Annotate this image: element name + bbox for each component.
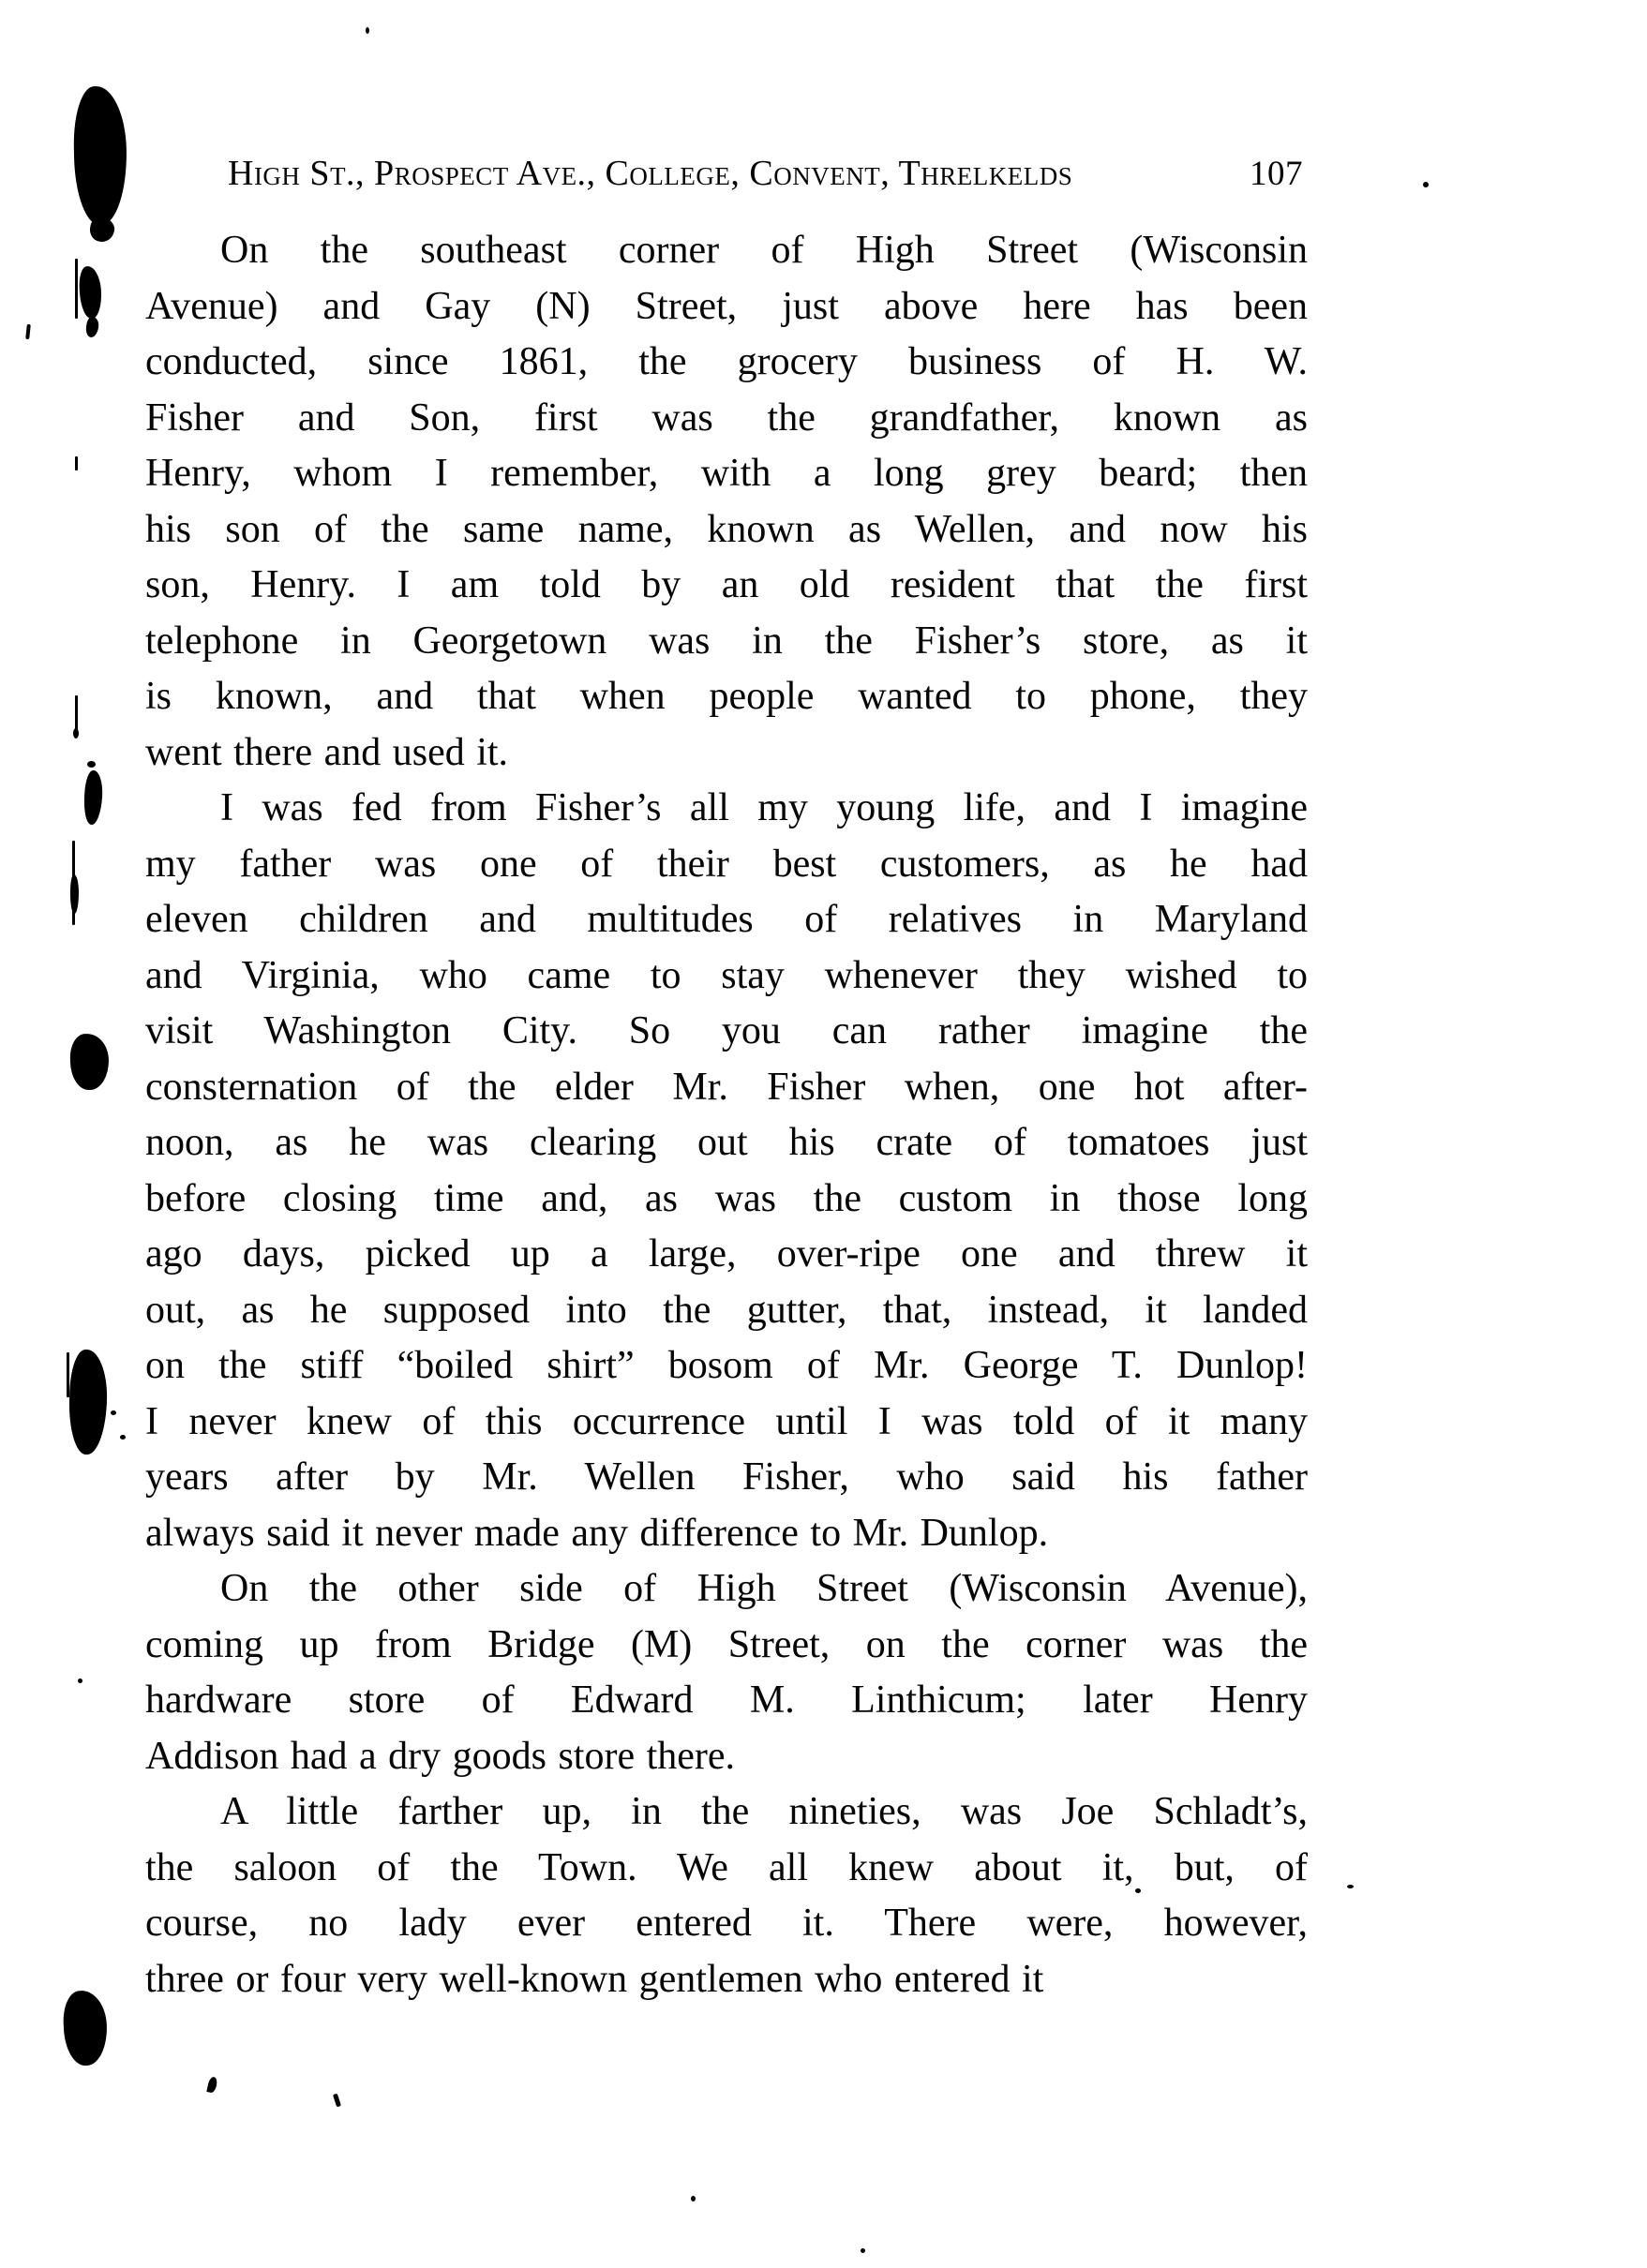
ink-comma-mark <box>206 2076 217 2093</box>
text-line: consternation of the elder Mr. Fisher when, one hot after- <box>145 1065 1308 1109</box>
ink-line-mark <box>75 259 78 319</box>
text-line: hardware store of Edward M. Linthicum; later Henry <box>145 1679 1308 1722</box>
ink-dot-mark <box>78 1679 82 1683</box>
running-header <box>228 153 1303 194</box>
text-line: noon, as he was clearing out his crate of tomatoes just <box>145 1121 1308 1164</box>
running-header-title: High St., Prospect Ave., College, Convent, Threlkelds <box>228 154 1073 193</box>
body-text <box>145 223 1308 2007</box>
ink-dot-mark <box>1135 1888 1141 1893</box>
ink-smudge <box>85 316 100 338</box>
text-line: on the stiff “boiled shirt” bosom of Mr. George T. Dunlop! <box>145 1344 1308 1387</box>
text-line: coming up from Bridge (M) Street, on the corner was the <box>145 1622 1308 1666</box>
text-line: visit Washington City. So you can rather imagine the <box>145 1009 1308 1052</box>
page-number: 107 <box>1250 155 1303 193</box>
text-line: Henry, whom I remember, with a long grey beard; then <box>145 452 1308 495</box>
ink-line-mark <box>75 695 78 731</box>
text-line: Fisher and Son, first was the grandfather, known as <box>145 395 1308 440</box>
text-line: out, as he supposed into the gutter, that, instead, it landed <box>145 1288 1308 1332</box>
text-line: went there and used it. <box>145 730 509 774</box>
text-line: years after by Mr. Wellen Fisher, who said his father <box>145 1455 1308 1499</box>
ink-smudge <box>78 265 103 319</box>
text-line: On the southeast corner of High Street (Wisconsin <box>220 229 1308 272</box>
text-line: three or four very well-known gentlemen who entered it <box>145 1957 1044 2001</box>
text-line: is known, and that when people wanted to phone, they <box>145 675 1308 718</box>
text-line: I never knew of this occurrence until I was told of it many <box>145 1399 1308 1443</box>
text-line: I was fed from Fisher’s all my young life, and I imagine <box>220 786 1308 829</box>
text-line: and Virginia, who came to stay whenever they wished to <box>145 953 1308 997</box>
text-line: telephone in Georgetown was in the Fisher’s store, as it <box>145 619 1308 663</box>
ink-smudge <box>73 86 128 226</box>
ink-line-mark <box>75 456 78 470</box>
ink-dot-mark <box>861 2248 865 2253</box>
ink-line-mark <box>67 1352 69 1397</box>
ink-smudge <box>82 770 103 826</box>
text-line: ago days, picked up a large, over-ripe one and threw it <box>145 1232 1308 1276</box>
text-line: before closing time and, as was the custom in those long <box>145 1176 1308 1220</box>
ink-dot-mark <box>1347 1885 1354 1888</box>
ink-dot-mark <box>691 2196 696 2201</box>
text-line: course, no lady ever entered it. There were, however, <box>145 1902 1308 1945</box>
text-line: Addison had a dry goods store there. <box>145 1734 736 1778</box>
ink-smudge <box>88 216 116 244</box>
text-line: On the other side of High Street (Wisconsin Avenue), <box>220 1567 1308 1610</box>
text-line: son, Henry. I am told by an old resident that the first <box>145 563 1308 606</box>
ink-smudge <box>69 1033 110 1090</box>
ink-dot-mark <box>87 761 96 768</box>
text-line: A little farther up, in the nineties, was Joe Schladt’s, <box>220 1790 1308 1833</box>
ink-dot-mark <box>73 728 79 739</box>
text-line: his son of the same name, known as Wellen, and now his <box>145 507 1308 551</box>
ink-dot-mark <box>111 1410 116 1415</box>
text-line: Avenue) and Gay (N) Street, just above here has been <box>145 284 1308 328</box>
ink-dot-mark <box>120 1435 126 1440</box>
text-line: my father was one of their best customers, as he had <box>145 842 1308 886</box>
ink-dot-mark <box>1423 182 1429 187</box>
text-line: always said it never made any difference to Mr. Dunlop. <box>145 1511 1049 1555</box>
text-line: eleven children and multitudes of relatives in Maryland <box>145 898 1308 941</box>
ink-smudge <box>62 1990 109 2067</box>
text-line: conducted, since 1861, the grocery business of H. W. <box>145 340 1308 383</box>
ink-dot-mark <box>366 27 369 34</box>
ink-smudge <box>70 874 79 914</box>
ink-tick-mark <box>333 2094 341 2108</box>
ink-tick-mark <box>25 324 31 339</box>
ink-smudge <box>68 1350 108 1455</box>
text-line: the saloon of the Town. We all knew about it, but, of <box>145 1845 1308 1889</box>
